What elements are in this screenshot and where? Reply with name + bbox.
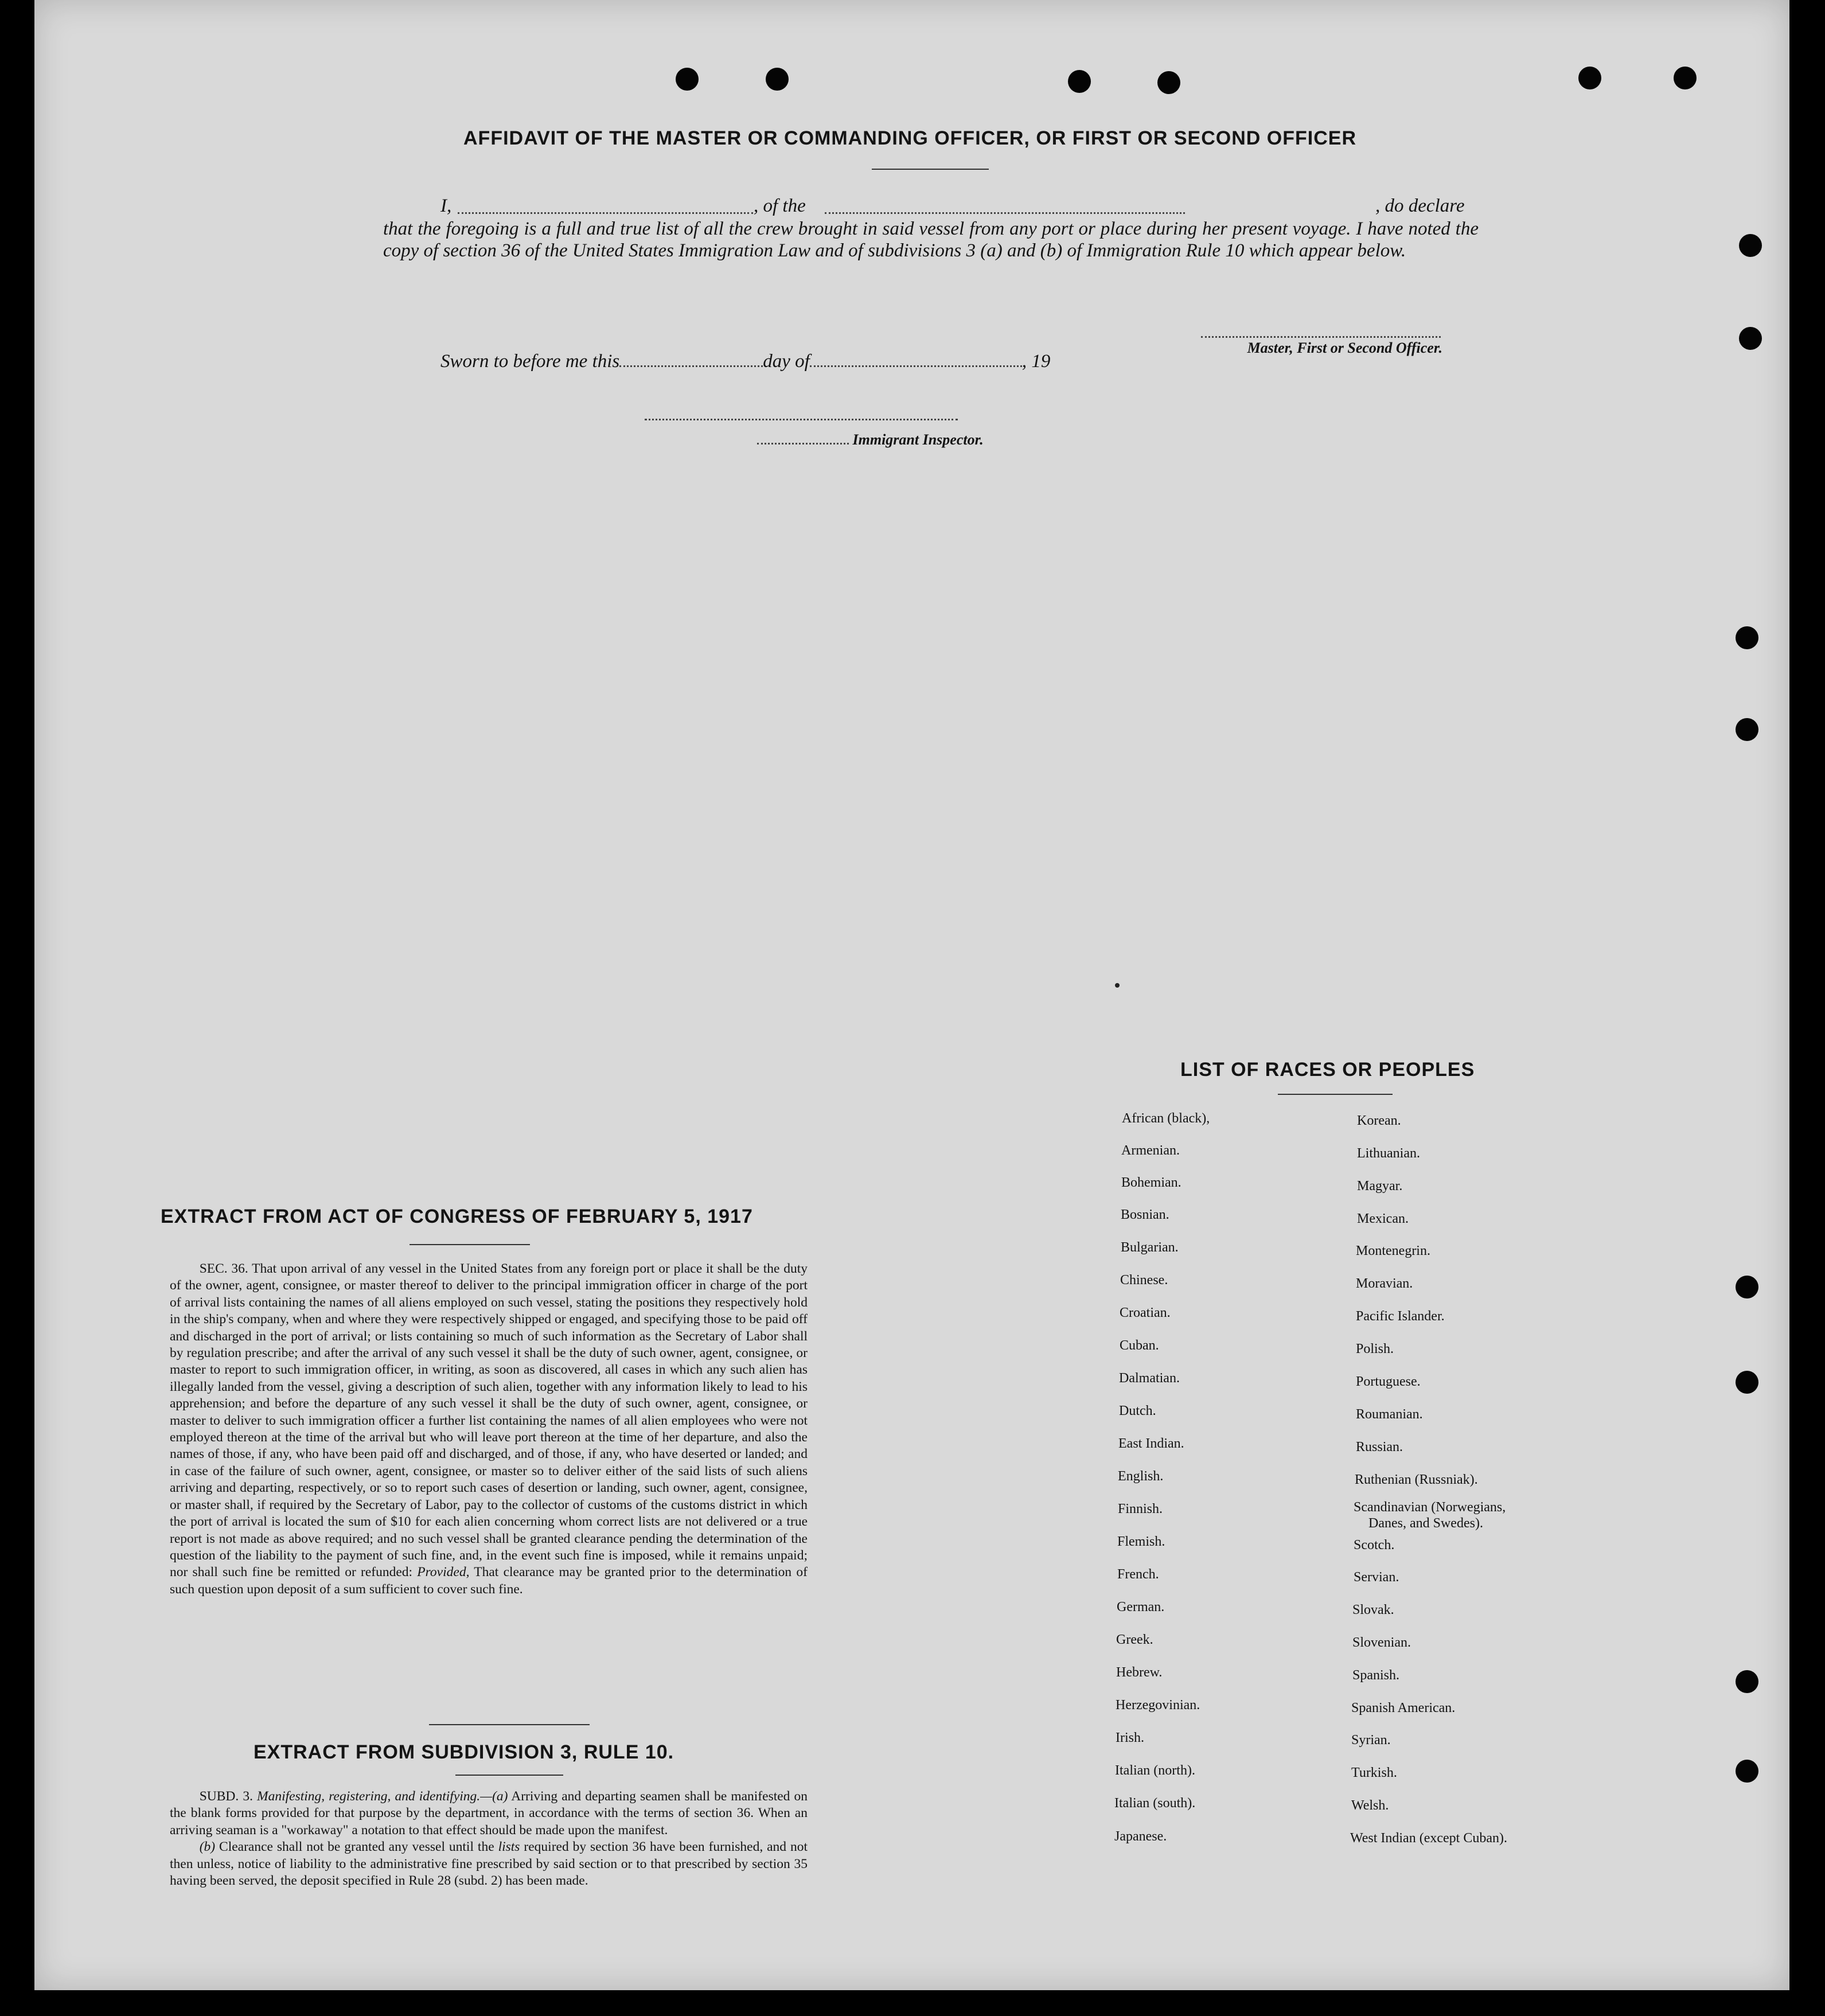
provided-word: Provided,	[417, 1565, 470, 1580]
punch-hole	[1068, 70, 1091, 93]
race-item: Syrian.	[1351, 1733, 1391, 1748]
name-blank[interactable]	[458, 212, 753, 214]
extract-act-text	[170, 1261, 808, 1598]
punch-hole	[1736, 1276, 1758, 1298]
punch-hole	[1157, 71, 1180, 94]
declaration-body: that the foregoing is a full and true list of all the crew brought in said vessel from any port or place during her present voyage. I have noted the copy of section 36 of the United States Immigration Law and of subdivisions 3 (a) and (b) of Immigration Rule 10 which appear below.	[383, 219, 1479, 261]
punch-hole	[676, 68, 699, 91]
race-item: Dutch.	[1119, 1403, 1156, 1418]
race-item: Cuban.	[1120, 1338, 1159, 1353]
lists-word: lists	[498, 1839, 520, 1855]
race-item: Italian (north).	[1115, 1763, 1195, 1778]
race-item: Irish.	[1116, 1730, 1144, 1745]
punch-hole	[1736, 718, 1758, 741]
document-page	[34, 0, 1789, 1990]
race-item: Chinese.	[1120, 1273, 1168, 1288]
section-36-text: SEC. 36. That upon arrival of any vessel in the United States from any foreign port or place it shall be the duty of the owner, agent, consignee, or master thereof to deliver to the principal immigration officer in charge of the port of arrival lists containing the names of all aliens employed on such vessel, stating the positions they respectively hold in the ship's company, when and where they were respectively shipped or engaged, and specifying those to be paid off and discharged in the port of arrival; or lists containing so much of such information as the Secretary of Labor shall by regulation prescribe; and after the arrival of any such vessel it shall be the duty of such owner, agent, consignee, or master to report to such immigration officer, in writing, as soon as discovered, all cases in which any such alien has illegally landed from the vessel, giving a description of such alien, together with any information likely to lead to his apprehension; and before the departure of any such vessel it shall be the duty of such owner, agent, consignee, or master to deliver to such immigration officer a further list containing the names of all alien employees who were not employed thereon at the time of the arrival but who will leave port thereon at the time of her departure, and also the names of those, if any, who have been paid off and discharged, and of those, if any, who have deserted or landed; and in case of the failure of such owner, agent, consignee, or master so to deliver either of the said lists of such aliens arriving and departing, respectively, or so to report such cases of desertion or landing, such owner, agent, consignee, or master shall, if required by the Secretary of Labor, pay to the collector of customs of the customs district in which the port of arrival is located the sum of $10 for each alien concerning whom correct lists are not delivered or a true report is not made as above required; and no such vessel shall be granted clearance pending the determination of the question of the liability to the payment of such fine, and, in the event such fine is imposed, while it remains unpaid; nor shall such fine be remitted or refunded:	[170, 1261, 808, 1580]
race-item: Hebrew.	[1116, 1665, 1163, 1680]
race-item: Slovenian.	[1352, 1635, 1411, 1650]
race-item: Portuguese.	[1356, 1374, 1421, 1389]
punch-hole	[1736, 1371, 1758, 1394]
month-blank[interactable]	[810, 365, 1022, 367]
sworn-prefix: Sworn to before me this	[440, 351, 620, 372]
master-signature-line[interactable]	[1201, 336, 1441, 338]
punch-hole	[1736, 1670, 1758, 1693]
race-item: Spanish.	[1352, 1668, 1400, 1683]
title-rule	[1278, 1094, 1393, 1095]
race-item: Flemish.	[1117, 1534, 1165, 1549]
race-item: Bosnian.	[1121, 1207, 1169, 1222]
race-item: Greek.	[1116, 1632, 1153, 1647]
declaration	[383, 195, 1479, 262]
declaration-of: , of the	[754, 196, 806, 216]
sworn-year: , 19	[1021, 351, 1051, 372]
race-item: Herzegovinian.	[1116, 1698, 1200, 1713]
race-item: West Indian (except Cuban).	[1350, 1831, 1507, 1846]
race-item: Finnish.	[1118, 1502, 1163, 1516]
subd-b-text-end: required by section 36 have been furnished, and not then unless, notice of liability to the administrative fine prescribed by said section or to that prescribed by section 35 having been served, the deposit specified in Rule 28 (subd. 2) has been made.	[170, 1839, 808, 1889]
extract-rule-text	[170, 1788, 808, 1889]
race-item: Welsh.	[1351, 1798, 1389, 1813]
race-item: Russian.	[1356, 1440, 1403, 1455]
races-title: LIST OF RACES OR PEOPLES	[1180, 1059, 1475, 1081]
affidavit-title: AFFIDAVIT OF THE MASTER OR COMMANDING OFFICER, OR FIRST OR SECOND OFFICER	[463, 127, 1356, 149]
declaration-prefix: I,	[440, 196, 452, 216]
race-item: Polish.	[1356, 1342, 1394, 1356]
inspector-signature-line[interactable]	[645, 419, 958, 420]
subd-heading: Manifesting, registering, and identifying.	[257, 1789, 481, 1804]
master-signature-label: Master, First or Second Officer.	[1247, 340, 1442, 356]
race-item: Roumanian.	[1356, 1407, 1423, 1422]
title-rule	[455, 1775, 563, 1776]
race-item: Moravian.	[1356, 1276, 1413, 1291]
subdivision-a	[170, 1788, 808, 1839]
extract-rule-title: EXTRACT FROM SUBDIVISION 3, RULE 10.	[254, 1741, 674, 1763]
section-36-text-end: That clearance may be granted prior to the determination of such question upon deposit of a sum sufficient to cover such fine.	[170, 1565, 808, 1597]
subd-prefix: SUBD. 3.	[199, 1789, 253, 1804]
race-item: Slovak.	[1352, 1602, 1394, 1617]
race-item: Ruthenian (Russniak).	[1355, 1472, 1478, 1487]
race-item: Scandinavian (Norwegians,	[1354, 1500, 1506, 1515]
subd-a-marker: —(a)	[480, 1789, 508, 1804]
race-item: Korean.	[1357, 1113, 1401, 1128]
inspector-signature-label: Immigrant Inspector.	[852, 431, 984, 448]
title-rule	[872, 169, 989, 170]
section-36-paragraph	[170, 1261, 808, 1598]
race-item: Pacific Islander.	[1356, 1309, 1445, 1324]
race-item: Servian.	[1354, 1570, 1399, 1585]
sworn-line	[440, 351, 1050, 372]
race-item: German.	[1117, 1600, 1165, 1615]
inspector-signature	[757, 431, 984, 449]
punch-hole	[1674, 67, 1697, 89]
subdivision-b	[170, 1839, 808, 1889]
inspector-blank[interactable]	[757, 443, 849, 444]
race-item: Armenian.	[1121, 1143, 1180, 1158]
section-divider	[429, 1724, 590, 1725]
title-rule	[410, 1244, 530, 1245]
vessel-blank[interactable]	[825, 212, 1185, 214]
race-item: Montenegrin.	[1356, 1243, 1430, 1258]
punch-hole	[1736, 1760, 1758, 1783]
race-item: Spanish American.	[1351, 1701, 1456, 1715]
punch-hole	[1739, 327, 1762, 350]
declaration-suffix: , do declare	[1375, 196, 1465, 216]
race-item: Danes, and Swedes).	[1368, 1516, 1483, 1531]
punch-hole	[1578, 67, 1601, 89]
sworn-day: day of	[763, 351, 810, 372]
day-blank[interactable]	[619, 365, 763, 367]
race-item: English.	[1118, 1469, 1164, 1484]
race-item: Scotch.	[1354, 1538, 1395, 1553]
race-item: Japanese.	[1114, 1829, 1167, 1844]
subd-a-text: Arriving and departing seamen shall be manifested on the blank forms provided for that purpose by the department, in accordance with the terms of section 36. When an arriving seaman is a "workaway" a notation to that effect should be made upon the manifest.	[170, 1789, 808, 1838]
race-item: Mexican.	[1357, 1211, 1409, 1226]
race-item: East Indian.	[1118, 1436, 1184, 1451]
subd-b-marker: (b)	[199, 1839, 216, 1855]
race-item: Croatian.	[1120, 1305, 1171, 1320]
race-item: Bulgarian.	[1121, 1240, 1179, 1255]
race-item: French.	[1117, 1567, 1159, 1582]
race-item: Bohemian.	[1121, 1175, 1181, 1190]
stray-mark	[1115, 983, 1120, 988]
extract-act-title: EXTRACT FROM ACT OF CONGRESS OF FEBRUARY 5, 1917	[161, 1206, 753, 1227]
race-item: Dalmatian.	[1119, 1371, 1180, 1386]
race-item: Lithuanian.	[1357, 1146, 1420, 1161]
punch-hole	[1736, 626, 1758, 649]
declaration-line	[383, 195, 1479, 218]
race-item: Turkish.	[1351, 1765, 1397, 1780]
punch-hole	[1739, 234, 1762, 257]
race-item: Italian (south).	[1114, 1796, 1196, 1811]
race-item: African (black),	[1122, 1111, 1210, 1126]
subd-b-text: Clearance shall not be granted any vessel until the	[219, 1839, 494, 1855]
punch-hole	[766, 68, 789, 91]
race-item: Magyar.	[1357, 1179, 1403, 1194]
